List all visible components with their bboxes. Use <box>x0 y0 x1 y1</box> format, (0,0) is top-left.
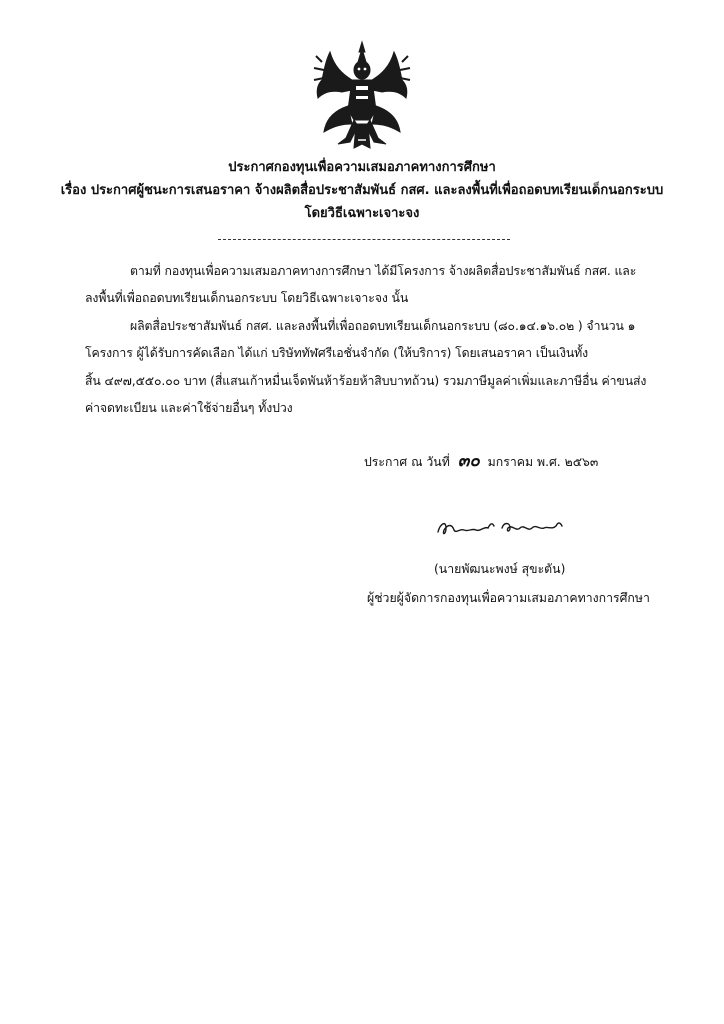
date-month-year: มกราคม พ.ศ. ๒๕๖๓ <box>487 455 599 469</box>
signer-position: ผู้ช่วยผู้จัดการกองทุนเพื่อความเสมอภาคทางการศึกษา <box>367 591 650 605</box>
body-paragraph-2-line-2: โครงการ ผู้ได้รับการคัดเลือก ได้แก่ บริษัททัฬศรีเอชั่นจำกัด (ให้บริการ) โดยเสนอราคา เป็นเงินทั้ง <box>85 346 589 360</box>
announcement-title: ประกาศกองทุนเพื่อความเสมอภาคทางการศึกษา <box>228 160 496 175</box>
date-prefix: ประกาศ ณ วันที่ <box>364 455 450 469</box>
divider <box>218 239 510 240</box>
announcement-subject: เรื่อง ประกาศผู้ชนะการเสนอราคา จ้างผลิตสื่อประชาสัมพันธ์ กสศ. และลงพื้นที่เพื่อถอดบทเรียนเด็กนอกระบบ <box>60 183 664 198</box>
date-day: ๓๐ <box>457 451 480 471</box>
body-paragraph-2-line-1: ผลิตสื่อประชาสัมพันธ์ กสศ. และลงพื้นที่เพื่อถอดบทเรียนเด็กนอกระบบ (๘๐.๑๔.๑๖.๐๒ ) จำนวน ๑ <box>130 319 636 333</box>
body-paragraph-2-line-4: ค่าจดทะเบียน และค่าใช้จ่ายอื่นๆ ทั้งปวง <box>85 401 293 415</box>
body-paragraph-1-line-1: ตามที่ กองทุนเพื่อความเสมอภาคทางการศึกษา ได้มีโครงการ จ้างผลิตสื่อประชาสัมพันธ์ กสศ. และ <box>130 264 637 278</box>
signature-icon <box>432 510 568 546</box>
body-paragraph-1-line-2: ลงพื้นที่เพื่อถอดบทเรียนเด็กนอกระบบ โดยวิธีเฉพาะเจาะจง นั้น <box>85 291 409 305</box>
announcement-date <box>364 452 598 471</box>
signer-name: (นายพัฒนะพงษ์ สุขะตัน) <box>434 562 566 576</box>
garuda-emblem-icon <box>312 40 412 152</box>
procurement-method: โดยวิธีเฉพาะเจาะจง <box>304 206 420 221</box>
body-paragraph-2-line-3: สิ้น ๔๙๗,๕๕๐.๐๐ บาท (สี่แสนเก้าหมื่นเจ็ดพันห้าร้อยห้าสิบบาทถ้วน) รวมภาษีมูลค่าเพิ่มและภาษีอื่น ค่าขนส่ง <box>85 374 647 388</box>
